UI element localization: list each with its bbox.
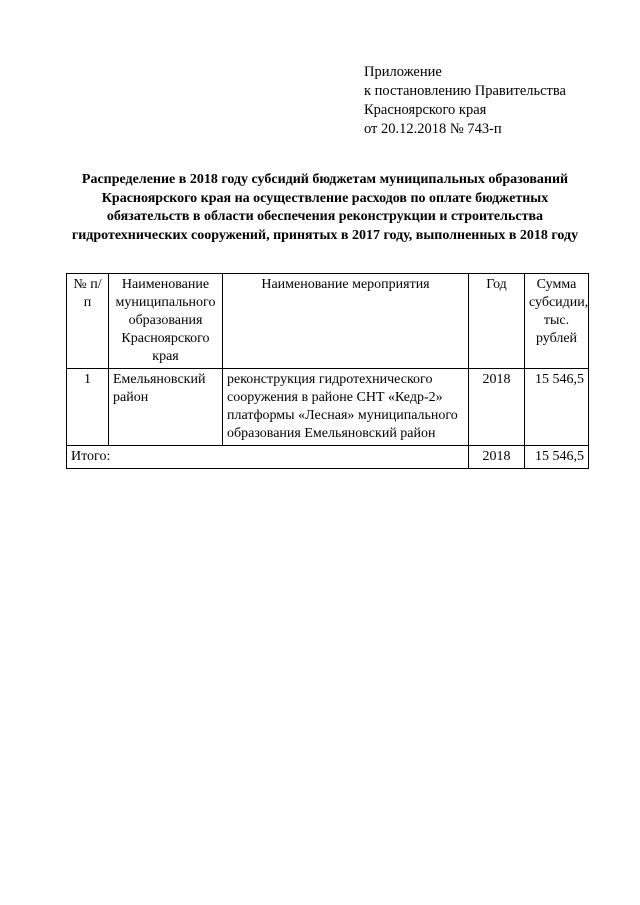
appendix-line-2: к постановлению Правительства (364, 83, 566, 99)
header-year: Год (469, 274, 525, 369)
header-num: № п/п (67, 274, 109, 369)
table-header-row (67, 274, 589, 369)
row-year: 2018 (469, 369, 525, 446)
appendix-block (364, 63, 566, 139)
row-amount: 15 546,5 (525, 369, 589, 446)
row-num: 1 (67, 369, 109, 446)
table-total-row (67, 446, 589, 469)
row-municipality: Емельяновский район (109, 369, 223, 446)
total-year: 2018 (469, 446, 525, 469)
header-municipality: Наименование муниципального образования Красноярского края (109, 274, 223, 369)
header-event: Наименование мероприятия (223, 274, 469, 369)
appendix-line-4: от 20.12.2018 № 743-п (364, 121, 502, 137)
header-amount: Сумма субсидии, тыс. рублей (525, 274, 589, 369)
total-label: Итого: (67, 446, 469, 469)
appendix-line-1: Приложение (364, 64, 442, 80)
subsidy-table (66, 273, 589, 469)
document-title: Распределение в 2018 году субсидий бюджетам муниципальных образований Красноярского края на осуществление расходов по оплате бюджетных обязательств в области обеспечения реконструкции и строительства гидротехнических сооружений, принятых в 2017 году, выполненных в 2018 году (71, 172, 579, 243)
table-row (67, 369, 589, 446)
total-amount: 15 546,5 (525, 446, 589, 469)
appendix-line-3: Красноярского края (364, 102, 487, 118)
row-event: реконструкция гидротехнического сооружения в районе СНТ «Кедр-2» платформы «Лесная» муниципального образования Емельяновский район (223, 369, 469, 446)
